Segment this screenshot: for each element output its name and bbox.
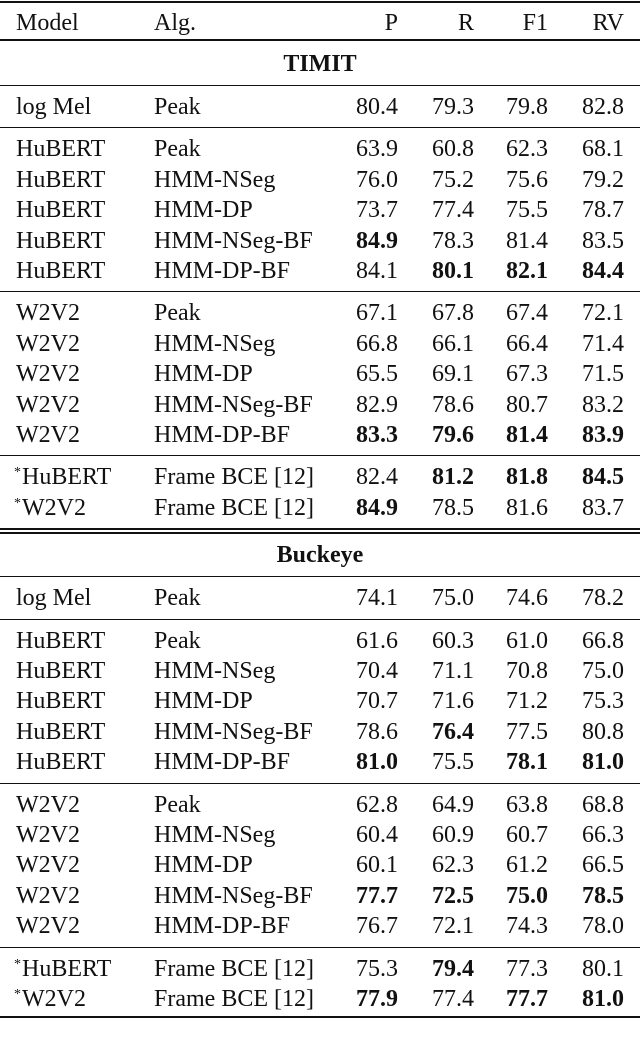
algorithm-cell: HMM-DP [154,852,253,879]
f1-value: 75.5 [506,197,548,224]
algorithm-cell: HMM-NSeg-BF [154,718,313,745]
model-name: W2V2 [16,330,80,357]
double-rule-bottom [0,532,640,534]
rv-value: 81.0 [582,986,624,1012]
f1-value: 77.3 [506,955,548,982]
f1-value: 81.4 [506,227,548,254]
r-value: 79.6 [432,422,474,448]
model-cell [16,850,80,880]
model-name: log Mel [16,94,92,120]
algorithm-cell: Frame BCE [12] [154,464,314,491]
group-rule [0,127,640,128]
f1-value: 81.8 [506,464,548,491]
r-value: 79.3 [432,94,474,120]
rv-value: 83.5 [582,227,624,254]
double-rule-top [0,528,640,530]
r-value: 79.4 [432,955,474,982]
algorithm-cell: HMM-NSeg-BF [154,391,313,418]
model-name: W2V2 [16,422,80,448]
table-row [0,984,640,1014]
table-row [0,820,640,850]
table-row [0,195,640,225]
model-name: HuBERT [16,688,106,715]
table-row [0,420,640,450]
algorithm-cell: Peak [154,585,201,612]
model-cell [16,420,80,450]
asterisk-marker: * [14,465,21,481]
rv-value: 83.2 [582,391,624,418]
r-value: 64.9 [432,791,474,818]
algorithm-cell: HMM-DP-BF [154,422,291,448]
p-value: 66.8 [356,330,398,357]
model-name: W2V2 [16,300,80,327]
r-value: 78.3 [432,227,474,254]
r-value: 75.2 [432,166,474,193]
p-value: 67.1 [356,300,398,327]
rv-value: 83.7 [582,494,624,521]
r-value: 69.1 [432,361,474,388]
header-p: P [384,10,398,36]
table-row [0,747,640,777]
model-cell [16,911,80,941]
table-row [0,134,640,164]
p-value: 80.4 [356,94,398,120]
model-name: HuBERT [16,197,106,224]
table-row [0,92,640,122]
f1-value: 81.4 [506,422,548,448]
model-cell [16,686,105,716]
bottom-rule [0,1016,640,1018]
f1-value: 79.8 [506,94,548,120]
r-value: 77.4 [432,197,474,224]
algorithm-cell: HMM-NSeg-BF [154,882,313,909]
p-value: 70.4 [356,658,398,684]
f1-value: 77.7 [506,986,548,1012]
table-row [0,656,640,686]
f1-value: 67.3 [506,361,548,388]
p-value: 63.9 [356,136,398,163]
model-cell [16,165,105,195]
algorithm-cell: Peak [154,791,201,818]
rv-value: 66.5 [582,852,624,879]
f1-value: 78.1 [506,749,548,776]
table-row [0,790,640,820]
p-value: 77.9 [356,986,398,1012]
table-row [0,329,640,359]
rv-value: 71.4 [582,330,624,357]
model-cell [16,134,105,164]
model-name: W2V2 [16,882,80,909]
p-value: 84.1 [356,258,398,284]
algorithm-cell: HMM-NSeg [154,822,276,848]
f1-value: 61.0 [506,627,548,654]
r-value: 71.6 [432,688,474,715]
group-rule [0,619,640,620]
p-value: 75.3 [356,955,398,982]
model-name: HuBERT [16,258,106,284]
table-row [0,954,640,984]
model-name: HuBERT [16,227,106,254]
header-row [0,8,640,38]
p-value: 74.1 [356,585,398,612]
p-value: 82.9 [356,391,398,418]
model-name: HuBERT [22,464,112,491]
algorithm-cell: Peak [154,627,201,654]
table-row [0,686,640,716]
section-title: TIMIT [283,51,357,77]
f1-value: 80.7 [506,391,548,418]
f1-value: 82.1 [506,258,548,284]
model-name: HuBERT [16,136,106,163]
model-name: HuBERT [22,955,112,982]
rv-value: 68.1 [582,136,624,163]
rv-value: 66.8 [582,627,624,654]
r-value: 72.5 [432,882,474,909]
p-value: 82.4 [356,464,398,491]
model-name: HuBERT [16,658,106,684]
r-value: 62.3 [432,852,474,879]
header-rule [0,39,640,41]
table-row [0,493,640,523]
section-title: Buckeye [276,542,364,569]
model-cell [16,195,105,225]
model-cell [16,717,105,747]
top-rule [0,1,640,3]
model-name: W2V2 [16,391,80,418]
model-cell [14,493,86,527]
f1-value: 75.6 [506,166,548,193]
rv-value: 75.3 [582,688,624,715]
model-cell [14,462,111,496]
table-row [0,717,640,747]
table-row [0,462,640,492]
model-cell [16,881,80,911]
model-name: W2V2 [16,913,80,940]
p-value: 84.9 [356,227,398,254]
f1-value: 63.8 [506,791,548,818]
group-rule [0,947,640,948]
model-name: HuBERT [16,627,106,654]
p-value: 62.8 [356,791,398,818]
model-cell [16,820,80,850]
f1-value: 75.0 [506,882,548,909]
r-value: 81.2 [432,464,474,491]
r-value: 75.5 [432,749,474,776]
p-value: 84.9 [356,494,398,521]
algorithm-cell: HMM-NSeg-BF [154,227,313,254]
table-row [0,298,640,328]
r-value: 67.8 [432,300,474,327]
p-value: 60.4 [356,822,398,848]
algorithm-cell: Frame BCE [12] [154,986,314,1012]
rv-value: 80.1 [582,955,624,982]
rv-value: 71.5 [582,361,624,388]
model-name: W2V2 [16,822,80,848]
algorithm-cell: HMM-NSeg [154,658,276,684]
model-cell [14,984,86,1018]
header-f1: F1 [522,10,548,36]
model-cell [16,226,105,256]
model-cell [16,747,105,777]
p-value: 61.6 [356,627,398,654]
model-name: W2V2 [16,791,80,818]
algorithm-cell: Peak [154,300,201,327]
algorithm-cell: HMM-DP [154,688,253,715]
model-cell [16,92,91,122]
p-value: 77.7 [356,882,398,909]
model-cell [16,790,80,820]
rv-value: 84.4 [582,258,624,284]
table-row [0,165,640,195]
r-value: 76.4 [432,718,474,745]
group-rule [0,576,640,577]
algorithm-cell: Peak [154,136,201,163]
rv-value: 82.8 [582,94,624,120]
table-row [0,226,640,256]
p-value: 83.3 [356,422,398,448]
model-cell [16,390,80,420]
table-row [0,911,640,941]
algorithm-cell: HMM-NSeg [154,166,276,193]
rv-value: 78.5 [582,882,624,909]
rv-value: 66.3 [582,822,624,848]
p-value: 73.7 [356,197,398,224]
group-rule [0,783,640,784]
group-rule [0,455,640,456]
r-value: 71.1 [432,658,474,684]
group-rule [0,291,640,292]
r-value: 80.1 [432,258,474,284]
algorithm-cell: HMM-DP [154,197,253,224]
p-value: 78.6 [356,718,398,745]
r-value: 60.9 [432,822,474,848]
model-cell [16,583,91,613]
p-value: 70.7 [356,688,398,715]
rv-value: 81.0 [582,749,624,776]
r-value: 60.3 [432,627,474,654]
model-cell [16,359,80,389]
rv-value: 84.5 [582,464,624,491]
algorithm-cell: Peak [154,94,201,120]
f1-value: 74.6 [506,585,548,612]
table-row [0,256,640,286]
table-row [0,390,640,420]
algorithm-cell: HMM-DP-BF [154,913,291,940]
table-row [0,850,640,880]
asterisk-marker: * [14,987,21,1002]
r-value: 78.5 [432,494,474,521]
model-cell [16,298,80,328]
model-name: HuBERT [16,718,106,745]
table-row [0,583,640,613]
model-name: W2V2 [16,361,80,388]
table-row [0,881,640,911]
rv-value: 75.0 [582,658,624,684]
asterisk-marker: * [14,956,21,972]
f1-value: 66.4 [506,330,548,357]
p-value: 81.0 [356,749,398,776]
r-value: 72.1 [432,913,474,940]
f1-value: 67.4 [506,300,548,327]
rv-value: 79.2 [582,166,624,193]
f1-value: 70.8 [506,658,548,684]
r-value: 78.6 [432,391,474,418]
model-cell [14,954,111,988]
f1-value: 77.5 [506,718,548,745]
rv-value: 78.7 [582,197,624,224]
algorithm-cell: Frame BCE [12] [154,955,314,982]
table-row [0,626,640,656]
model-cell [16,626,105,656]
algorithm-cell: HMM-DP-BF [154,749,291,776]
model-name: W2V2 [22,494,86,521]
model-name: HuBERT [16,166,106,193]
model-name: W2V2 [16,852,80,879]
p-value: 76.0 [356,166,398,193]
model-cell [16,656,105,686]
header-alg: Alg. [154,10,196,36]
f1-value: 60.7 [506,822,548,848]
model-name: W2V2 [22,986,86,1012]
header-model: Model [16,10,79,36]
rv-value: 80.8 [582,718,624,745]
group-rule [0,85,640,86]
rv-value: 72.1 [582,300,624,327]
rv-value: 78.2 [582,585,624,612]
rv-value: 83.9 [582,422,624,448]
rv-value: 68.8 [582,791,624,818]
f1-value: 71.2 [506,688,548,715]
f1-value: 74.3 [506,913,548,940]
r-value: 60.8 [432,136,474,163]
f1-value: 62.3 [506,136,548,163]
r-value: 75.0 [432,585,474,612]
rv-value: 78.0 [582,913,624,940]
table-row [0,359,640,389]
p-value: 60.1 [356,852,398,879]
r-value: 66.1 [432,330,474,357]
header-r: R [457,10,474,36]
model-cell [16,256,105,286]
model-name: log Mel [16,585,92,612]
algorithm-cell: HMM-DP-BF [154,258,291,284]
algorithm-cell: HMM-NSeg [154,330,276,357]
r-value: 77.4 [432,986,474,1012]
asterisk-marker: * [14,495,21,511]
f1-value: 81.6 [506,494,548,521]
header-rv: RV [592,10,624,36]
p-value: 65.5 [356,361,398,388]
model-name: HuBERT [16,749,106,776]
algorithm-cell: HMM-DP [154,361,253,388]
model-cell [16,329,80,359]
f1-value: 61.2 [506,852,548,879]
p-value: 76.7 [356,913,398,940]
algorithm-cell: Frame BCE [12] [154,494,314,521]
